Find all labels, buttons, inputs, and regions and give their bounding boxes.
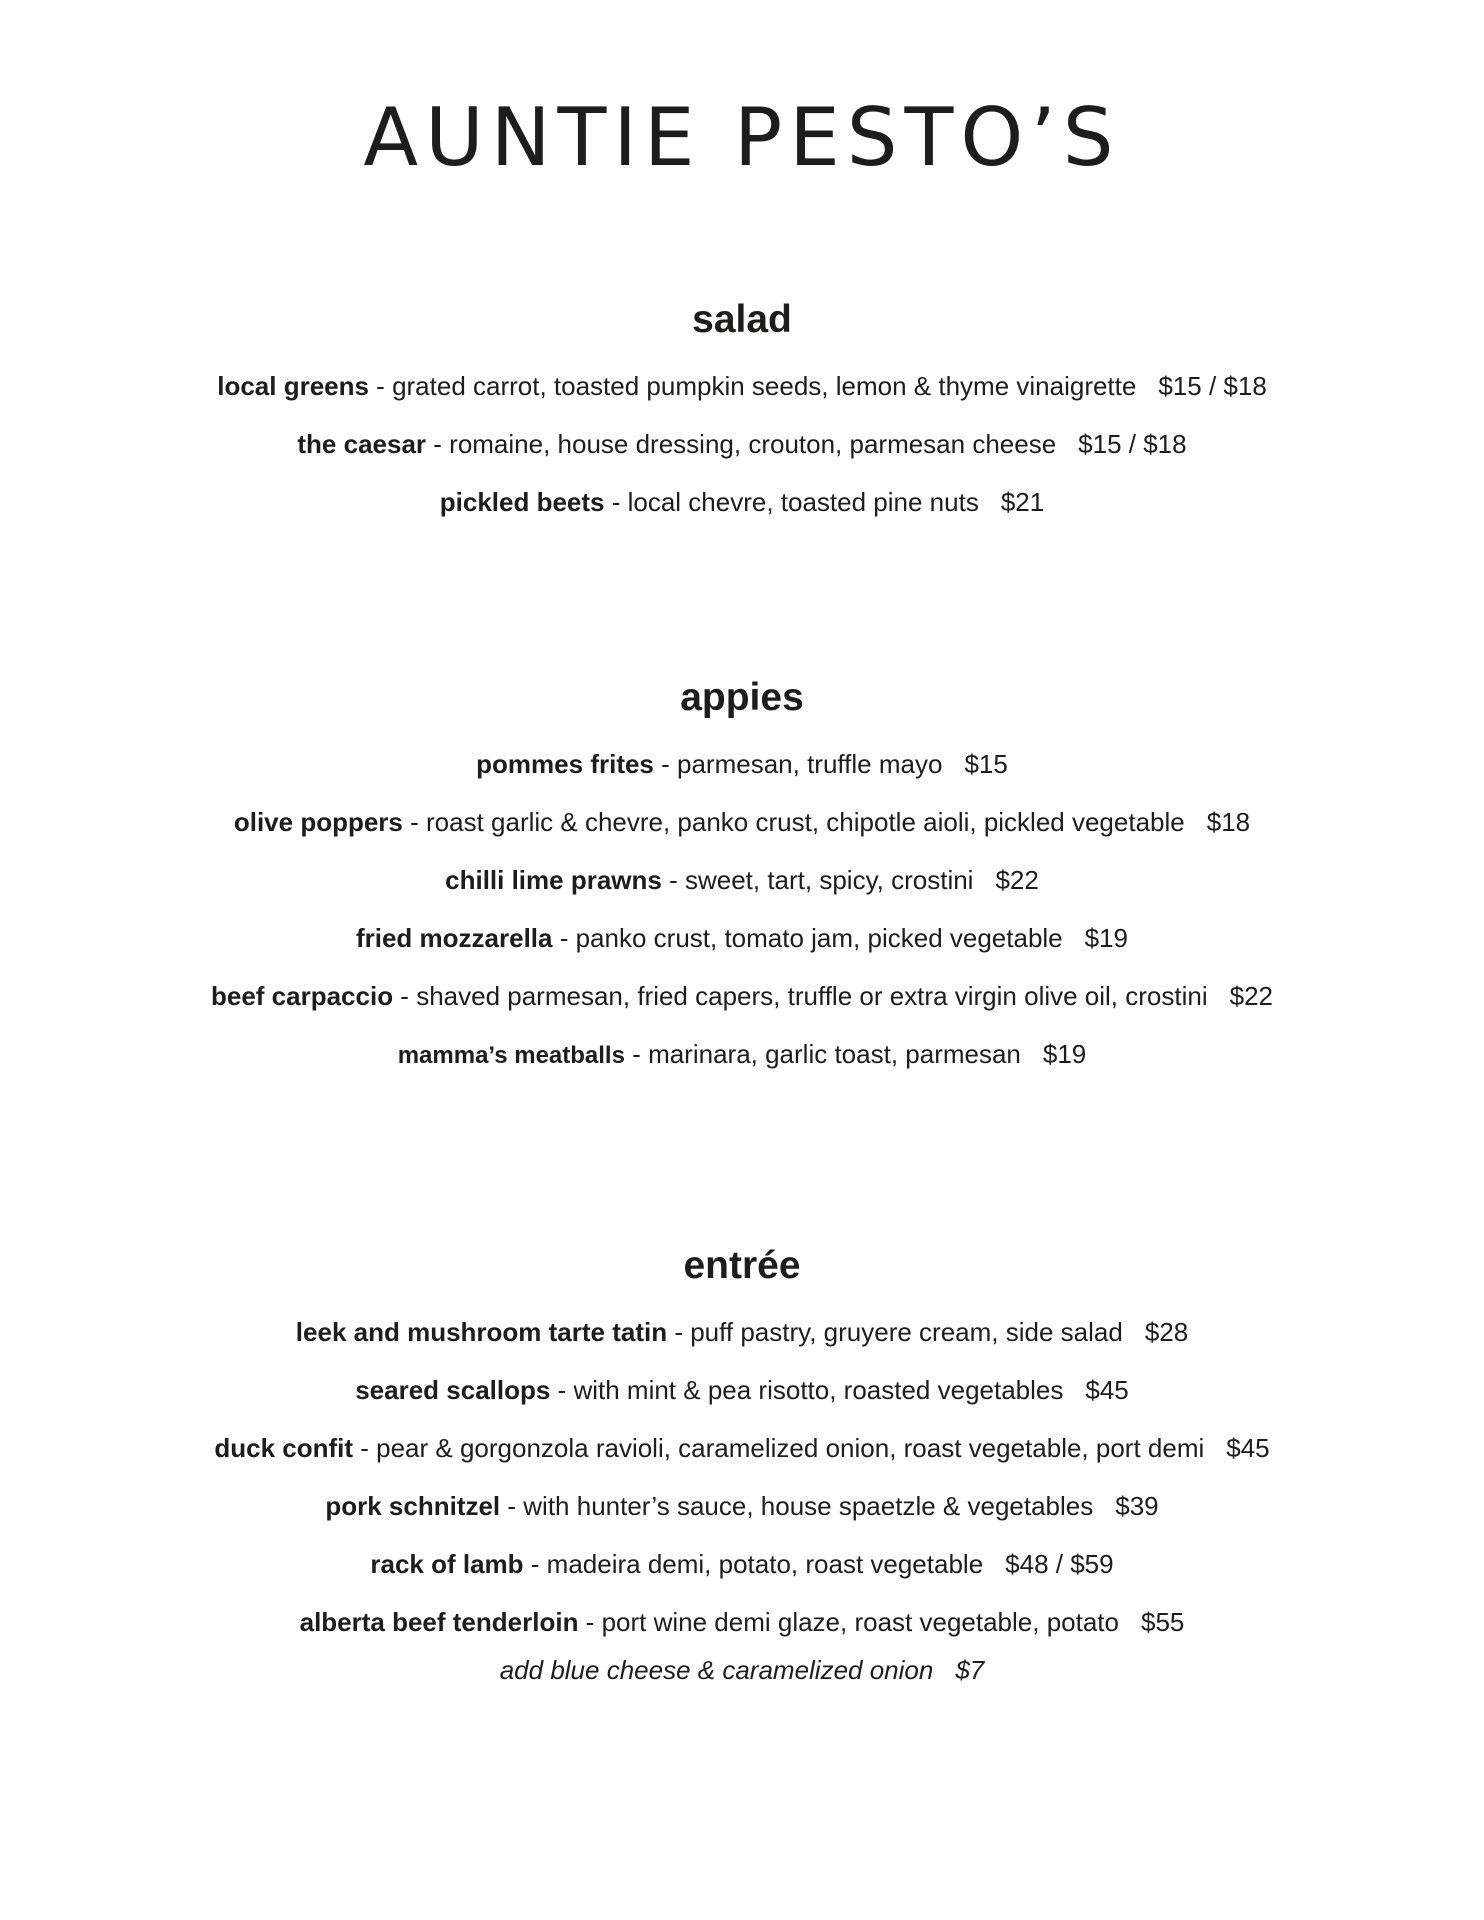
item-description: grated carrot, toasted pumpkin seeds, lemon & thyme vinaigrette — [392, 371, 1137, 401]
section-heading: entrée — [683, 1244, 801, 1287]
section-heading: appies — [680, 676, 804, 719]
item-separator: - — [667, 1317, 691, 1347]
section-salad — [0, 300, 1484, 547]
addon-blue-cheese — [0, 1657, 1484, 1683]
item-name: leek and mushroom tarte tatin — [295, 1317, 668, 1347]
item-name: olive poppers — [233, 807, 403, 837]
item-price: $22 — [1229, 981, 1274, 1011]
item-price: $19 — [1042, 1039, 1087, 1069]
item-price: $15 — [964, 749, 1008, 779]
section-heading: salad — [692, 298, 792, 341]
item-separator: - — [653, 749, 678, 779]
item-description: marinara, garlic toast, parmesan — [648, 1039, 1021, 1069]
item-price: $55 — [1141, 1607, 1185, 1637]
item-price: $45 — [1226, 1433, 1270, 1463]
menu-item-beef-carpaccio — [0, 983, 1484, 1009]
item-name: local greens — [217, 371, 369, 401]
item-separator: - — [402, 807, 426, 837]
item-description: madeira demi, potato, roast vegetable — [546, 1549, 984, 1579]
menu-item-olive-poppers — [0, 809, 1484, 835]
item-name: alberta beef tenderloin — [299, 1607, 579, 1637]
item-price: $39 — [1115, 1491, 1159, 1521]
item-name: chilli lime prawns — [445, 865, 662, 895]
menu-item-alberta-beef-tenderloin — [0, 1609, 1484, 1635]
menu-item-the-caesar — [0, 431, 1484, 457]
item-separator: - — [661, 865, 685, 895]
item-name: seared scallops — [355, 1375, 551, 1405]
item-separator: - — [393, 981, 417, 1011]
restaurant-name: AUNTIE PESTO’S — [363, 91, 1121, 184]
item-price: $18 — [1206, 807, 1251, 837]
item-separator: - — [353, 1433, 377, 1463]
item-separator: - — [523, 1549, 547, 1579]
item-price: $15 / $18 — [1078, 429, 1187, 459]
item-description: with hunter’s sauce, house spaetzle & vegetables — [523, 1491, 1094, 1521]
section-entree — [0, 1246, 1484, 1683]
item-description: local chevre, toasted pine nuts — [627, 487, 979, 517]
item-name: fried mozzarella — [355, 923, 553, 953]
menu-item-mammas-meatballs — [0, 1041, 1484, 1067]
item-description: with mint & pea risotto, roasted vegetables — [573, 1375, 1064, 1405]
menu-item-pickled-beets — [0, 489, 1484, 515]
item-description: shaved parmesan, fried capers, truffle or extra virgin olive oil, crostini — [416, 981, 1208, 1011]
item-name: the caesar — [297, 429, 427, 459]
menu-item-chilli-lime-prawns — [0, 867, 1484, 893]
item-separator: - — [578, 1607, 602, 1637]
item-name: beef carpaccio — [210, 981, 394, 1011]
addon-text: add blue cheese & caramelized onion — [499, 1655, 934, 1685]
addon-price: $7 — [955, 1655, 985, 1685]
menu-item-pork-schnitzel — [0, 1493, 1484, 1519]
menu-item-duck-confit — [0, 1435, 1484, 1461]
item-price: $28 — [1144, 1317, 1189, 1347]
item-price: $48 / $59 — [1005, 1549, 1114, 1579]
item-description: roast garlic & chevre, panko crust, chipotle aioli, pickled vegetable — [426, 807, 1185, 837]
section-appies — [0, 678, 1484, 1099]
menu-item-fried-mozzarella — [0, 925, 1484, 951]
item-name: mamma’s meatballs — [397, 1042, 625, 1069]
item-separator: - — [552, 923, 576, 953]
item-name: pickled beets — [439, 487, 605, 517]
item-description: parmesan, truffle mayo — [677, 749, 943, 779]
item-separator: - — [624, 1039, 649, 1069]
item-price: $45 — [1085, 1375, 1129, 1405]
menu-item-rack-of-lamb — [0, 1551, 1484, 1577]
item-separator: - — [550, 1375, 574, 1405]
item-separator: - — [500, 1491, 524, 1521]
item-description: romaine, house dressing, crouton, parmesan cheese — [449, 429, 1057, 459]
menu-item-seared-scallops — [0, 1377, 1484, 1403]
item-description: port wine demi glaze, roast vegetable, potato — [601, 1607, 1119, 1637]
item-description: pear & gorgonzola ravioli, caramelized onion, roast vegetable, port demi — [376, 1433, 1205, 1463]
item-separator: - — [604, 487, 628, 517]
item-price: $19 — [1084, 923, 1129, 953]
item-description: puff pastry, gruyere cream, side salad — [690, 1317, 1123, 1347]
menu-item-leek-mushroom-tarte-tatin — [0, 1319, 1484, 1345]
menu-item-local-greens — [0, 373, 1484, 399]
item-price: $22 — [995, 865, 1039, 895]
item-price: $21 — [1000, 487, 1045, 517]
item-description: panko crust, tomato jam, picked vegetable — [575, 923, 1063, 953]
item-name: pork schnitzel — [325, 1491, 501, 1521]
item-description: sweet, tart, spicy, crostini — [684, 865, 974, 895]
item-separator: - — [368, 371, 393, 401]
item-name: rack of lamb — [370, 1549, 524, 1579]
menu-item-pommes-frites — [0, 751, 1484, 777]
item-price: $15 / $18 — [1158, 371, 1267, 401]
item-separator: - — [426, 429, 450, 459]
item-name: duck confit — [214, 1433, 354, 1463]
item-name: pommes frites — [476, 749, 654, 779]
